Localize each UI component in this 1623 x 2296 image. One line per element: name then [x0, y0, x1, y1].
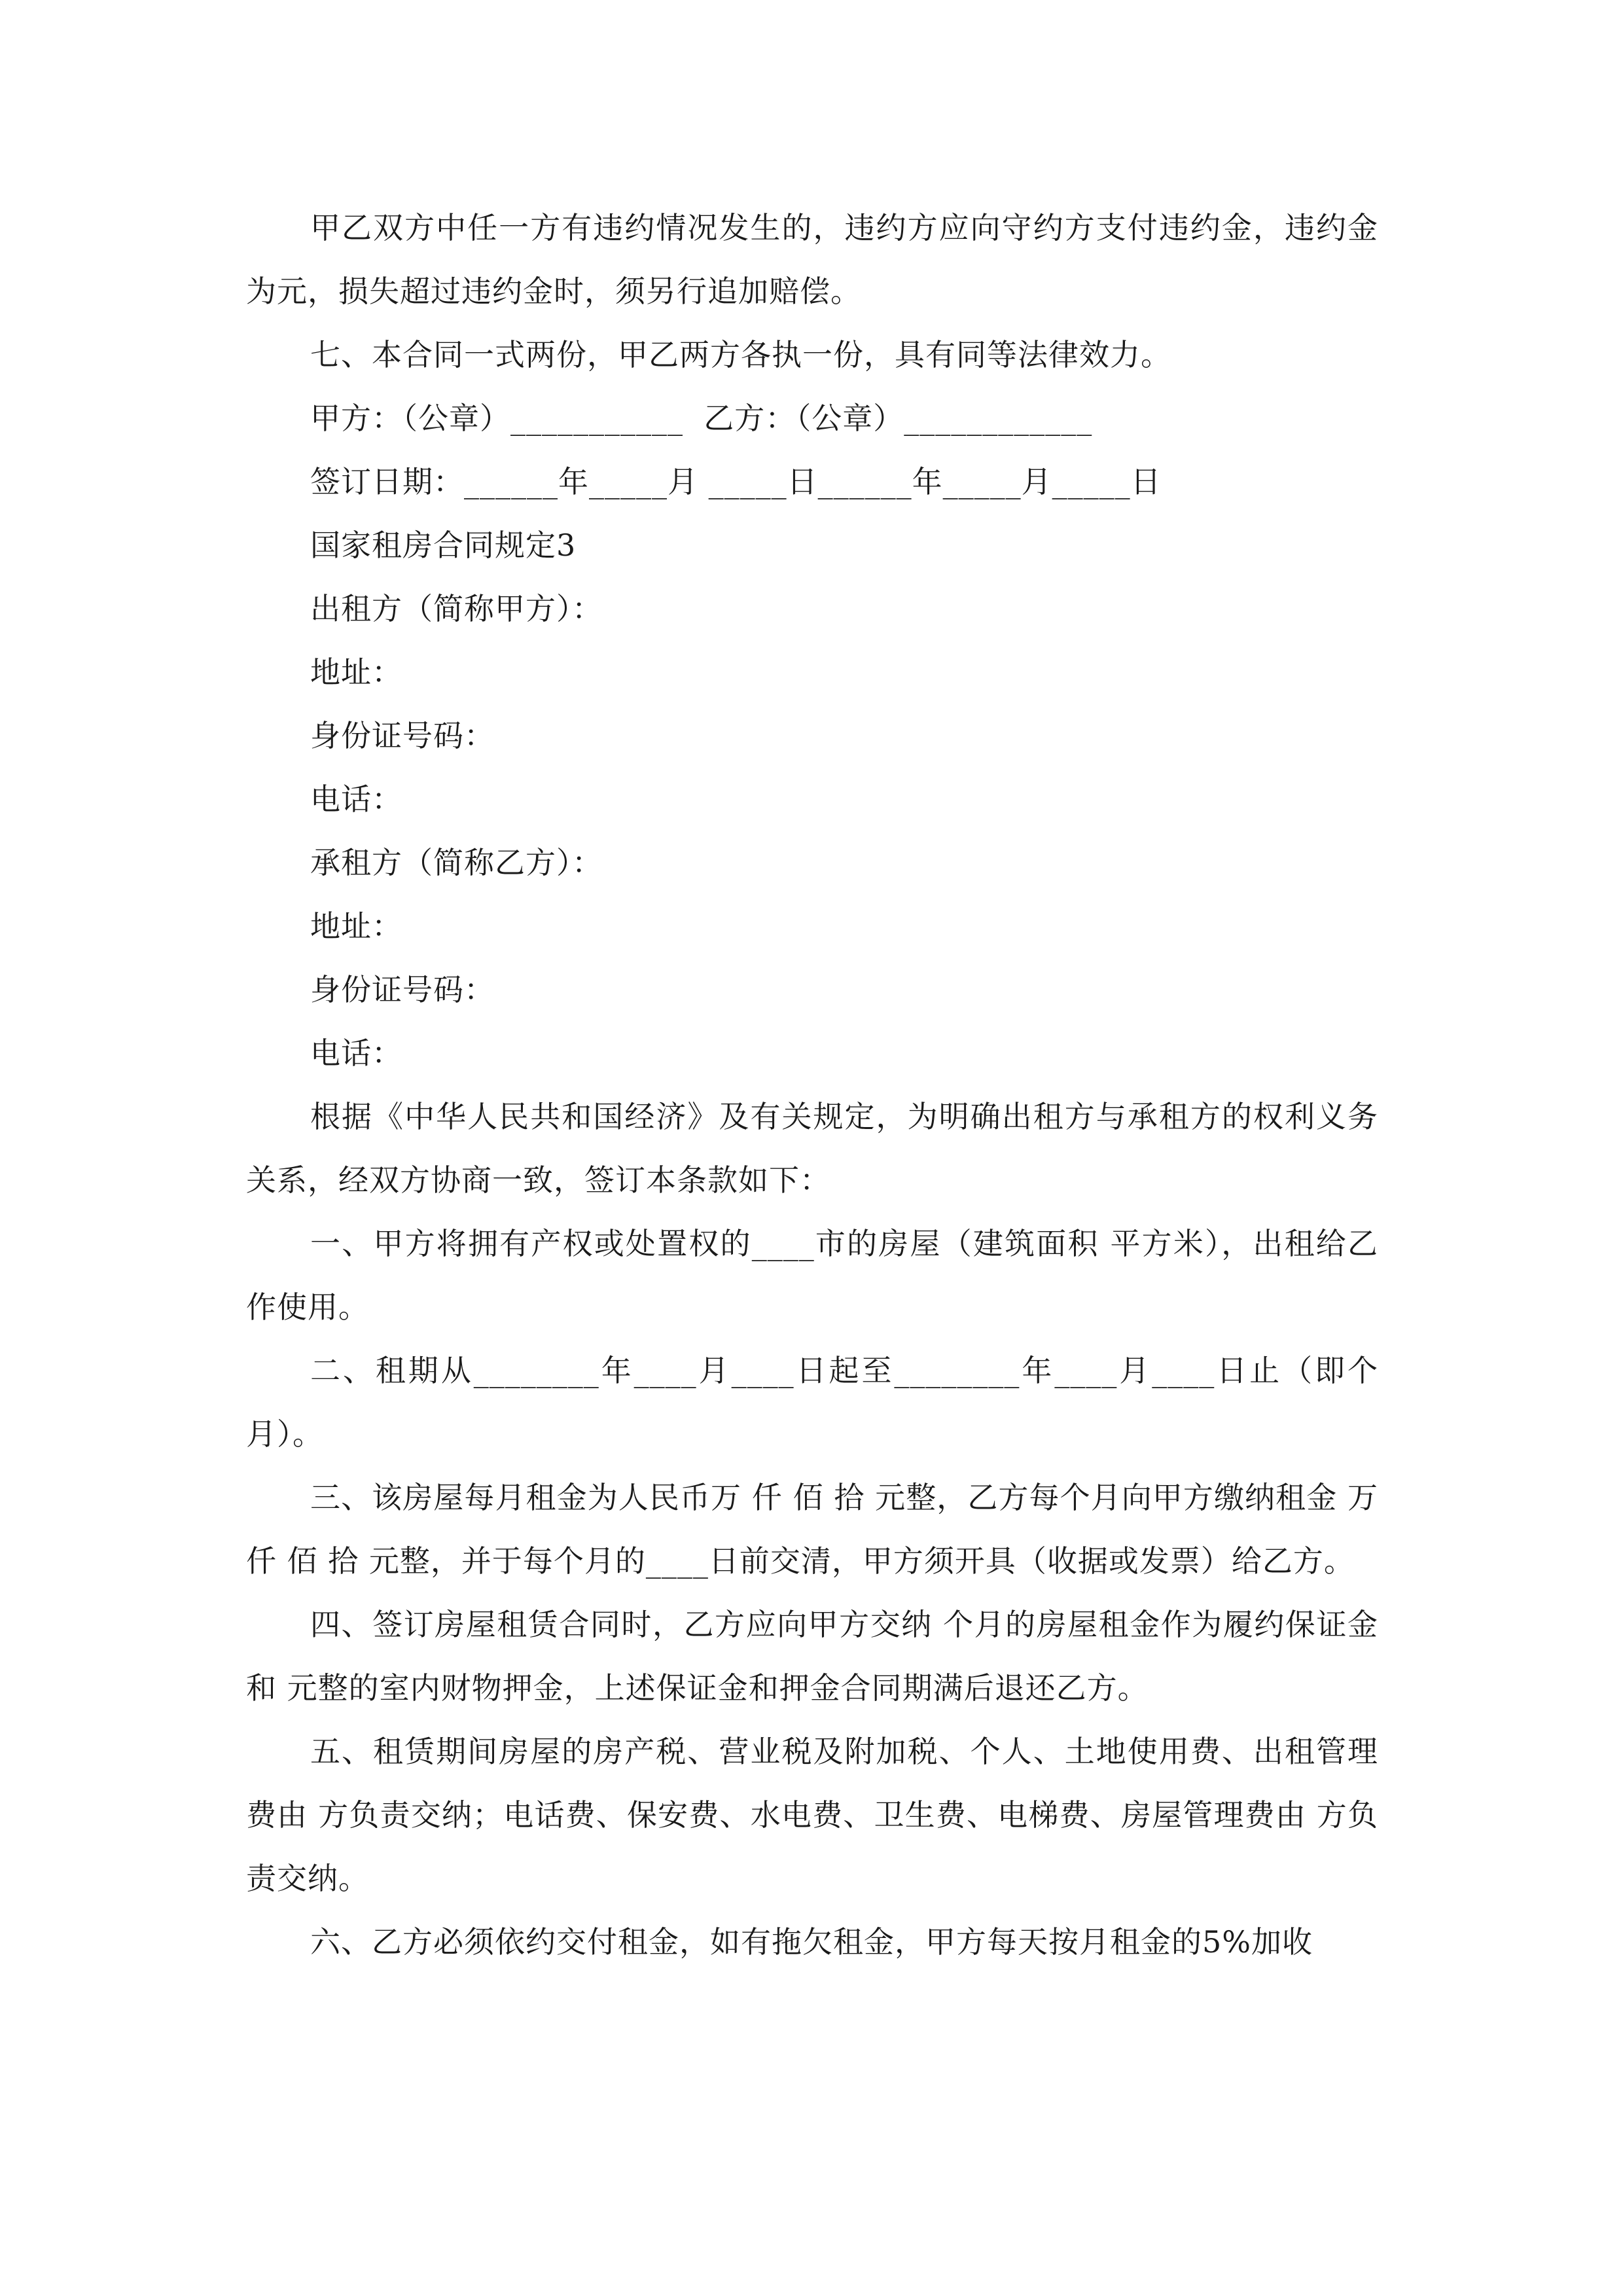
paragraph-clause-1: 一、甲方将拥有产权或处置权的____市的房屋（建筑面积 平方米），出租给乙作使用。 [246, 1226, 1378, 1325]
section-title: 国家租房合同规定3 [310, 528, 577, 563]
paragraph-clause-4: 四、签订房屋租赁合同时，乙方应向甲方交纳 个月的房屋租金作为履约保证金和 元整的室内财物押金，上述保证金和押金合同期满后退还乙方。 [246, 1607, 1378, 1706]
document-body [246, 196, 1389, 1974]
lessee-label: 承租方（简称乙方）： [310, 845, 603, 880]
paragraph-clause-7: 七、本合同一式两份，甲乙两方各执一份，具有同等法律效力。 [310, 337, 1171, 372]
paragraph-clause-2: 二、租期从________年____月____日起至________年____月____日止（即个月）。 [246, 1353, 1378, 1452]
lessor-id-label: 身份证号码： [310, 718, 495, 753]
paragraph-preamble: 根据《中华人民共和国经济》及有关规定，为明确出租方与承租方的权利义务关系，经双方协商一致，签订本条款如下： [246, 1099, 1378, 1198]
lessor-address-label: 地址： [310, 655, 402, 690]
paragraph-penalty: 甲乙双方中任一方有违约情况发生的，违约方应向守约方支付违约金，违约金为元，损失超过违约金时，须另行追加赔偿。 [246, 210, 1378, 309]
paragraph-clause-3: 三、该房屋每月租金为人民币万 仟 佰 拾 元整，乙方每个月向甲方缴纳租金 万 仟 佰 拾 元整，并于每个月的____日前交清，甲方须开具（收据或发票）给乙方。 [246, 1480, 1389, 1579]
lessor-phone-label: 电话： [310, 781, 402, 817]
paragraph-clause-6: 六、乙方必须依约交付租金，如有拖欠租金，甲方每天按月租金的5%加收 [310, 1924, 1313, 1960]
lessor-label: 出租方（简称甲方）： [310, 591, 603, 626]
lessee-phone-label: 电话： [310, 1035, 402, 1071]
signing-date-line: 签订日期：______年_____月 _____日______年_____月_____日 [310, 464, 1162, 499]
lessee-address-label: 地址： [310, 908, 402, 944]
signature-line: 甲方：（公章）___________ 乙方：（公章）____________ [310, 401, 1093, 436]
lessee-id-label: 身份证号码： [310, 972, 495, 1007]
paragraph-clause-5: 五、租赁期间房屋的房产税、营业税及附加税、个人、土地使用费、出租管理费由 方负责交纳；电话费、保安费、水电费、卫生费、电梯费、房屋管理费由 方负责交纳。 [246, 1734, 1378, 1896]
